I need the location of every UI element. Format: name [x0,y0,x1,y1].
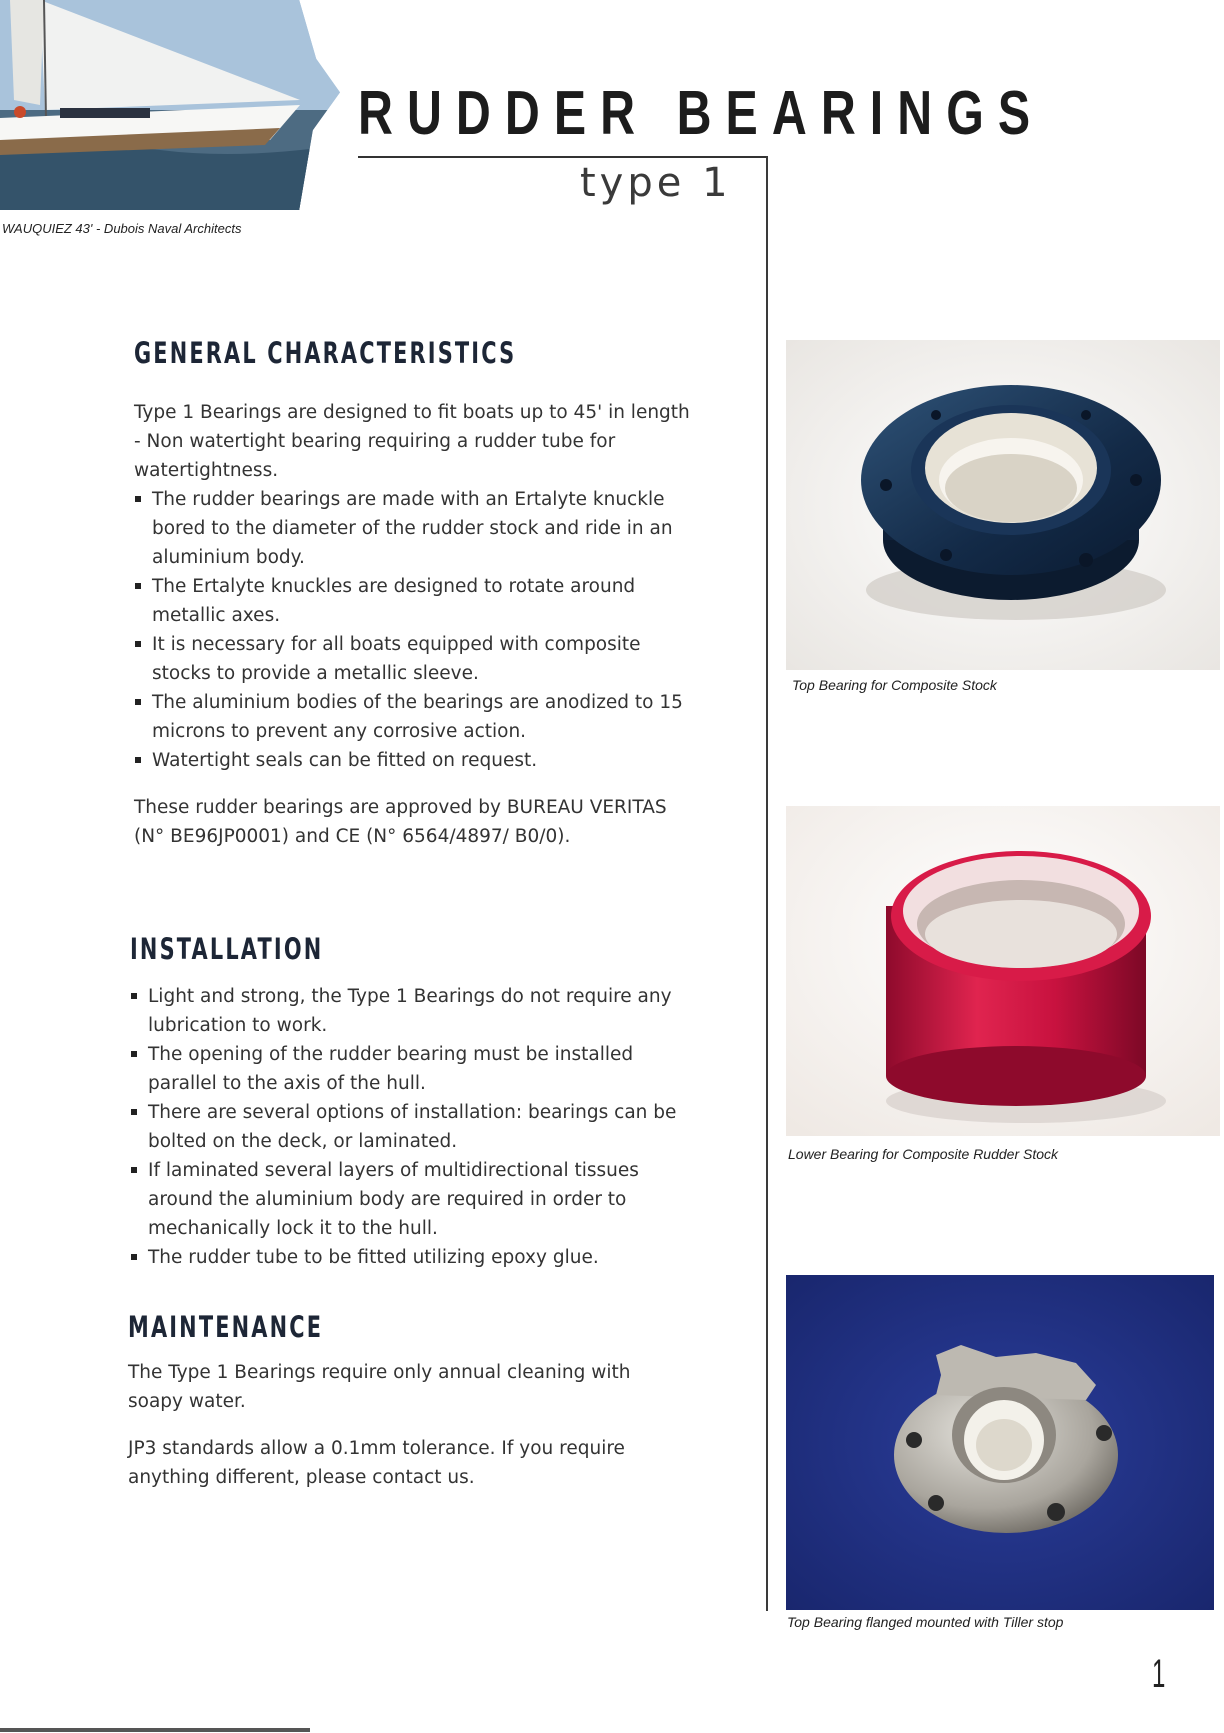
list-item: The Ertalyte knuckles are designed to rotate around metallic axes. [134,572,694,630]
lower-bearing-caption: Lower Bearing for Composite Rudder Stock [788,1146,1059,1162]
photo-lower-bearing [786,806,1220,1136]
maintenance-para-2: JP3 standards allow a 0.1mm tolerance. If you require anything different, please contact us. [128,1438,625,1488]
maintenance-body [128,1358,688,1492]
list-item: It is necessary for all boats equipped with composite stocks to provide a metallic sleeve. [134,630,694,688]
hero-caption: WAUQUIEZ 43' - Dubois Naval Architects [2,221,242,236]
list-item: If laminated several layers of multidirectional tissues around the aluminium body are required in order to mechanically lock it to the hull. [130,1156,690,1243]
list-item: The aluminium bodies of the bearings are anodized to 15 microns to prevent any corrosive action. [134,688,694,746]
installation-heading: INSTALLATION [130,932,324,966]
general-characteristics-heading: GENERAL CHARACTERISTICS [134,336,517,370]
list-item: The rudder bearings are made with an Ertalyte knuckle bored to the diameter of the rudder stock and ride in an aluminium body. [134,485,694,572]
installation-bullet-list [130,982,690,1272]
general-intro: Type 1 Bearings are designed to fit boats up to 45' in length - Non watertight bearing requiring a rudder tube for watertightness. [134,402,690,481]
column-divider [766,156,768,1611]
flanged-bearing-image [786,1275,1214,1610]
page-subtitle: type 1 [580,160,732,206]
general-characteristics-body [134,398,694,851]
list-item: The rudder tube to be fitted utilizing epoxy glue. [130,1243,690,1272]
approval-text: These rudder bearings are approved by BUREAU VERITAS (N° BE96JP0001) and CE (N° 6564/4897/ B0/0). [134,797,667,847]
maintenance-para-1: The Type 1 Bearings require only annual cleaning with soapy water. [128,1362,631,1412]
bottom-rule [0,1728,310,1732]
top-bearing-caption: Top Bearing for Composite Stock [792,677,997,693]
blue-bearing-image [786,340,1220,670]
page-number: 1 [1152,1652,1166,1696]
photo-flanged-bearing [786,1275,1214,1610]
flanged-bearing-caption: Top Bearing flanged mounted with Tiller stop [787,1614,1064,1630]
list-item: The opening of the rudder bearing must be installed parallel to the axis of the hull. [130,1040,690,1098]
sailboat-illustration [0,0,340,210]
installation-body [130,982,690,1272]
list-item: Light and strong, the Type 1 Bearings do not require any lubrication to work. [130,982,690,1040]
hero-sailboat-image [0,0,340,210]
page-title: RUDDER BEARINGS [358,79,1045,148]
general-bullet-list [134,485,694,775]
photo-top-bearing [786,340,1220,670]
red-bearing-image [786,806,1220,1136]
list-item: There are several options of installation: bearings can be bolted on the deck, or laminated. [130,1098,690,1156]
title-underline [358,156,768,158]
maintenance-heading: MAINTENANCE [128,1310,324,1344]
list-item: Watertight seals can be fitted on request. [134,746,694,775]
